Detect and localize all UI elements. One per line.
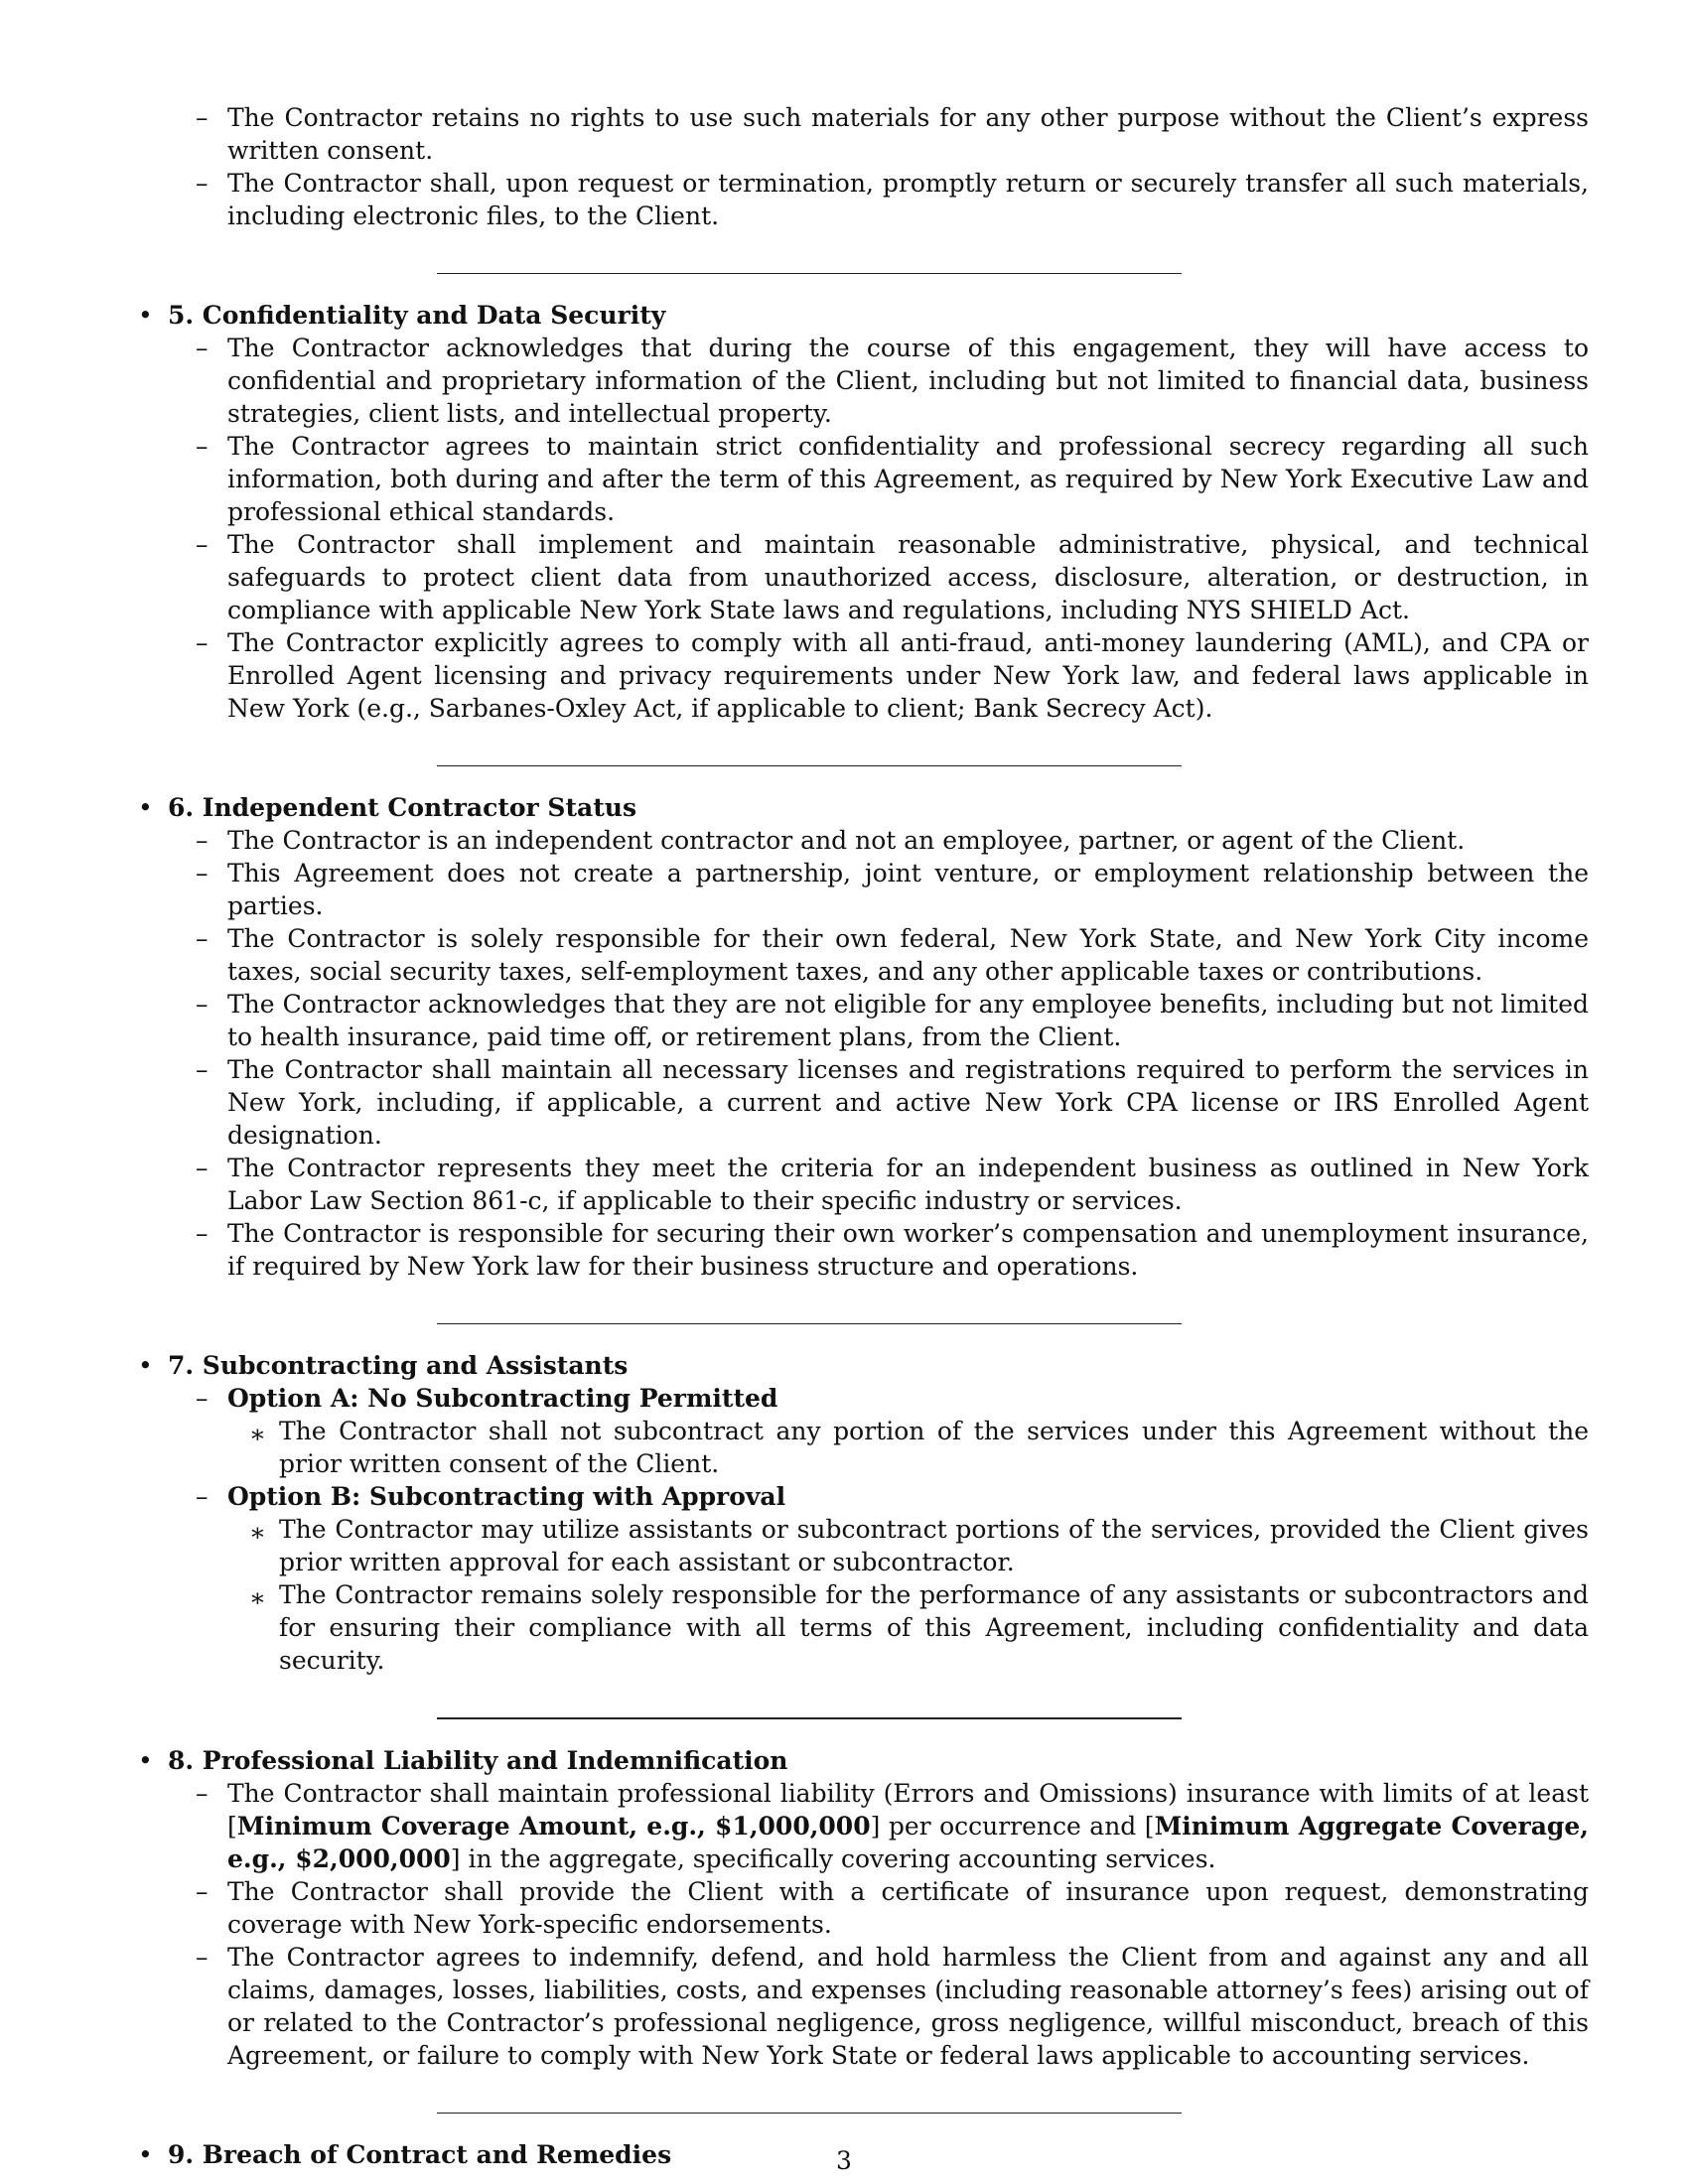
list-item: – The Contractor agrees to indemnify, defend, and hold harmless the Client from and against any and all claims, damages, losses, liabilities, costs, and expenses (including reasonable attorney’s fees) arising out of or related to the Contractor’s professional negligence, gross negligence, willful misconduct, breach of this Agreement, or failure to comply with New York State or federal laws applicable to accounting services. — [196, 1943, 1589, 2070]
list-item: – This Agreement does not create a partnership, joint venture, or employment relationship between the parties. — [196, 859, 1589, 920]
list-item: ∗ The Contractor remains solely responsible for the performance of any assistants or subcontractors and for ensuring their compliance with all terms of this Agreement, including confidentiality and data security. — [249, 1580, 1589, 1675]
dash-marker: – — [196, 990, 209, 1019]
section-divider — [437, 2113, 1182, 2114]
section-5-list — [132, 332, 1589, 725]
aggregate-coverage-placeholder: Minimum Aggregate Coverage, e.g., $2,000,000 — [227, 1812, 1589, 1873]
list-item: – The Contractor is responsible for securing their own worker’s compensation and unemployment insurance, if required by New York law for their business structure and operations. — [196, 1219, 1589, 1281]
section-divider — [437, 273, 1182, 274]
section-6-title: • 6. Independent Contractor Status — [138, 793, 637, 822]
bullet-marker: • — [138, 1746, 153, 1775]
list-item: – The Contractor is an independent contractor and not an employee, partner, or agent of the Client. — [196, 826, 1466, 855]
dash-marker: – — [196, 924, 209, 953]
section-9-title: • 9. Breach of Contract and Remedies — [138, 2140, 672, 2169]
option-a-list — [132, 1415, 1589, 1480]
option-b-title: – Option B: Subcontracting with Approval — [196, 1482, 786, 1511]
list-item: – The Contractor shall, upon request or termination, promptly return or securely transfer all such materials, including electronic files, to the Client. — [196, 169, 1589, 230]
dash-marker: – — [196, 530, 209, 559]
dash-marker: – — [196, 1482, 209, 1511]
dash-marker: – — [196, 1384, 209, 1413]
section-5-title: • 5. Confidentiality and Data Security — [138, 301, 666, 330]
dash-marker: – — [196, 1779, 209, 1808]
dash-marker: – — [196, 1154, 209, 1182]
list-item: – The Contractor shall implement and maintain reasonable administrative, physical, and technical safeguards to protect client data from unauthorized access, disclosure, alteration, or destruction, in compliance with applicable New York State laws and regulations, including NYS SHIELD Act. — [196, 530, 1589, 624]
dash-marker: – — [196, 859, 209, 887]
asterisk-marker: ∗ — [249, 1518, 266, 1547]
option-a-title: – Option A: No Subcontracting Permitted — [196, 1384, 778, 1413]
bullet-marker: • — [138, 2140, 153, 2169]
list-item: – The Contractor agrees to maintain strict confidentiality and professional secrecy regarding all such information, both during and after the term of this Agreement, as required by New York Executive Law and professional ethical standards. — [196, 432, 1589, 526]
list-item: – The Contractor explicitly agrees to comply with all anti-fraud, anti-money laundering (AML), and CPA or Enrolled Agent licensing and privacy requirements under New York law, and federal laws applicable in New York (e.g., Sarbanes-Oxley Act, if applicable to client; Bank Secrecy Act). — [196, 628, 1589, 723]
asterisk-marker: ∗ — [249, 1420, 266, 1448]
dash-marker: – — [196, 1219, 209, 1248]
dash-marker: – — [196, 1943, 209, 1972]
page-number: 3 — [836, 2146, 852, 2175]
list-item: – The Contractor is solely responsible for their own federal, New York State, and New York City income taxes, social security taxes, self-employment taxes, and any other applicable taxes or contributions. — [196, 924, 1589, 986]
list-item: – The Contractor shall provide the Client with a certificate of insurance upon request, demonstrating coverage with New York-specific endorsements. — [196, 1877, 1589, 1939]
list-item: – The Contractor shall maintain all necessary licenses and registrations required to perform the services in New York, including, if applicable, a current and active New York CPA license or IRS Enrolled Agent designation. — [196, 1055, 1589, 1150]
section-divider — [437, 1323, 1182, 1324]
intro-list — [132, 101, 1589, 232]
list-item: – The Contractor acknowledges that they are not eligible for any employee benefits, including but not limited to health insurance, paid time off, or retirement plans, from the Client. — [196, 990, 1589, 1051]
section-divider — [437, 1717, 1182, 1719]
dash-marker: – — [196, 1055, 209, 1084]
bullet-marker: • — [138, 301, 153, 330]
section-divider — [437, 765, 1182, 766]
list-item: – The Contractor represents they meet the criteria for an independent business as outlined in New York Labor Law Section 861-c, if applicable to their specific industry or services. — [196, 1154, 1589, 1215]
list-item: – The Contractor shall maintain professional liability (Errors and Omissions) insurance with limits of at least [Minimum Coverage Amount, e.g., $1,000,000] per occurrence and [Minimum Aggregate Coverage, e.g., $2,000,000] in the aggregate, specifically covering accounting services. — [196, 1779, 1589, 1873]
asterisk-marker: ∗ — [249, 1583, 266, 1612]
dash-marker: – — [196, 1877, 209, 1906]
list-item: ∗ The Contractor shall not subcontract any portion of the services under this Agreement without the prior written consent of the Client. — [249, 1417, 1589, 1478]
dash-marker: – — [196, 826, 209, 855]
list-item: ∗ The Contractor may utilize assistants or subcontract portions of the services, provided the Client gives prior written approval for each assistant or subcontractor. — [249, 1515, 1589, 1576]
section-8-list — [132, 1777, 1589, 2072]
section-7-title: • 7. Subcontracting and Assistants — [138, 1351, 629, 1380]
section-8-title: • 8. Professional Liability and Indemnification — [138, 1746, 788, 1775]
dash-marker: – — [196, 103, 209, 132]
bullet-marker: • — [138, 793, 153, 822]
minimum-coverage-placeholder: Minimum Coverage Amount, e.g., $1,000,000 — [236, 1812, 871, 1841]
section-6-list — [132, 824, 1589, 1283]
dash-marker: – — [196, 169, 209, 198]
option-b-list — [132, 1513, 1589, 1677]
dash-marker: – — [196, 432, 209, 461]
dash-marker: – — [196, 628, 209, 657]
list-item: – The Contractor acknowledges that during the course of this engagement, they will have access to confidential and proprietary information of the Client, including but not limited to financial data, business strategies, client lists, and intellectual property. — [196, 334, 1589, 428]
list-item: – The Contractor retains no rights to use such materials for any other purpose without the Client’s express written consent. — [196, 103, 1589, 165]
dash-marker: – — [196, 334, 209, 362]
bullet-marker: • — [138, 1351, 153, 1380]
